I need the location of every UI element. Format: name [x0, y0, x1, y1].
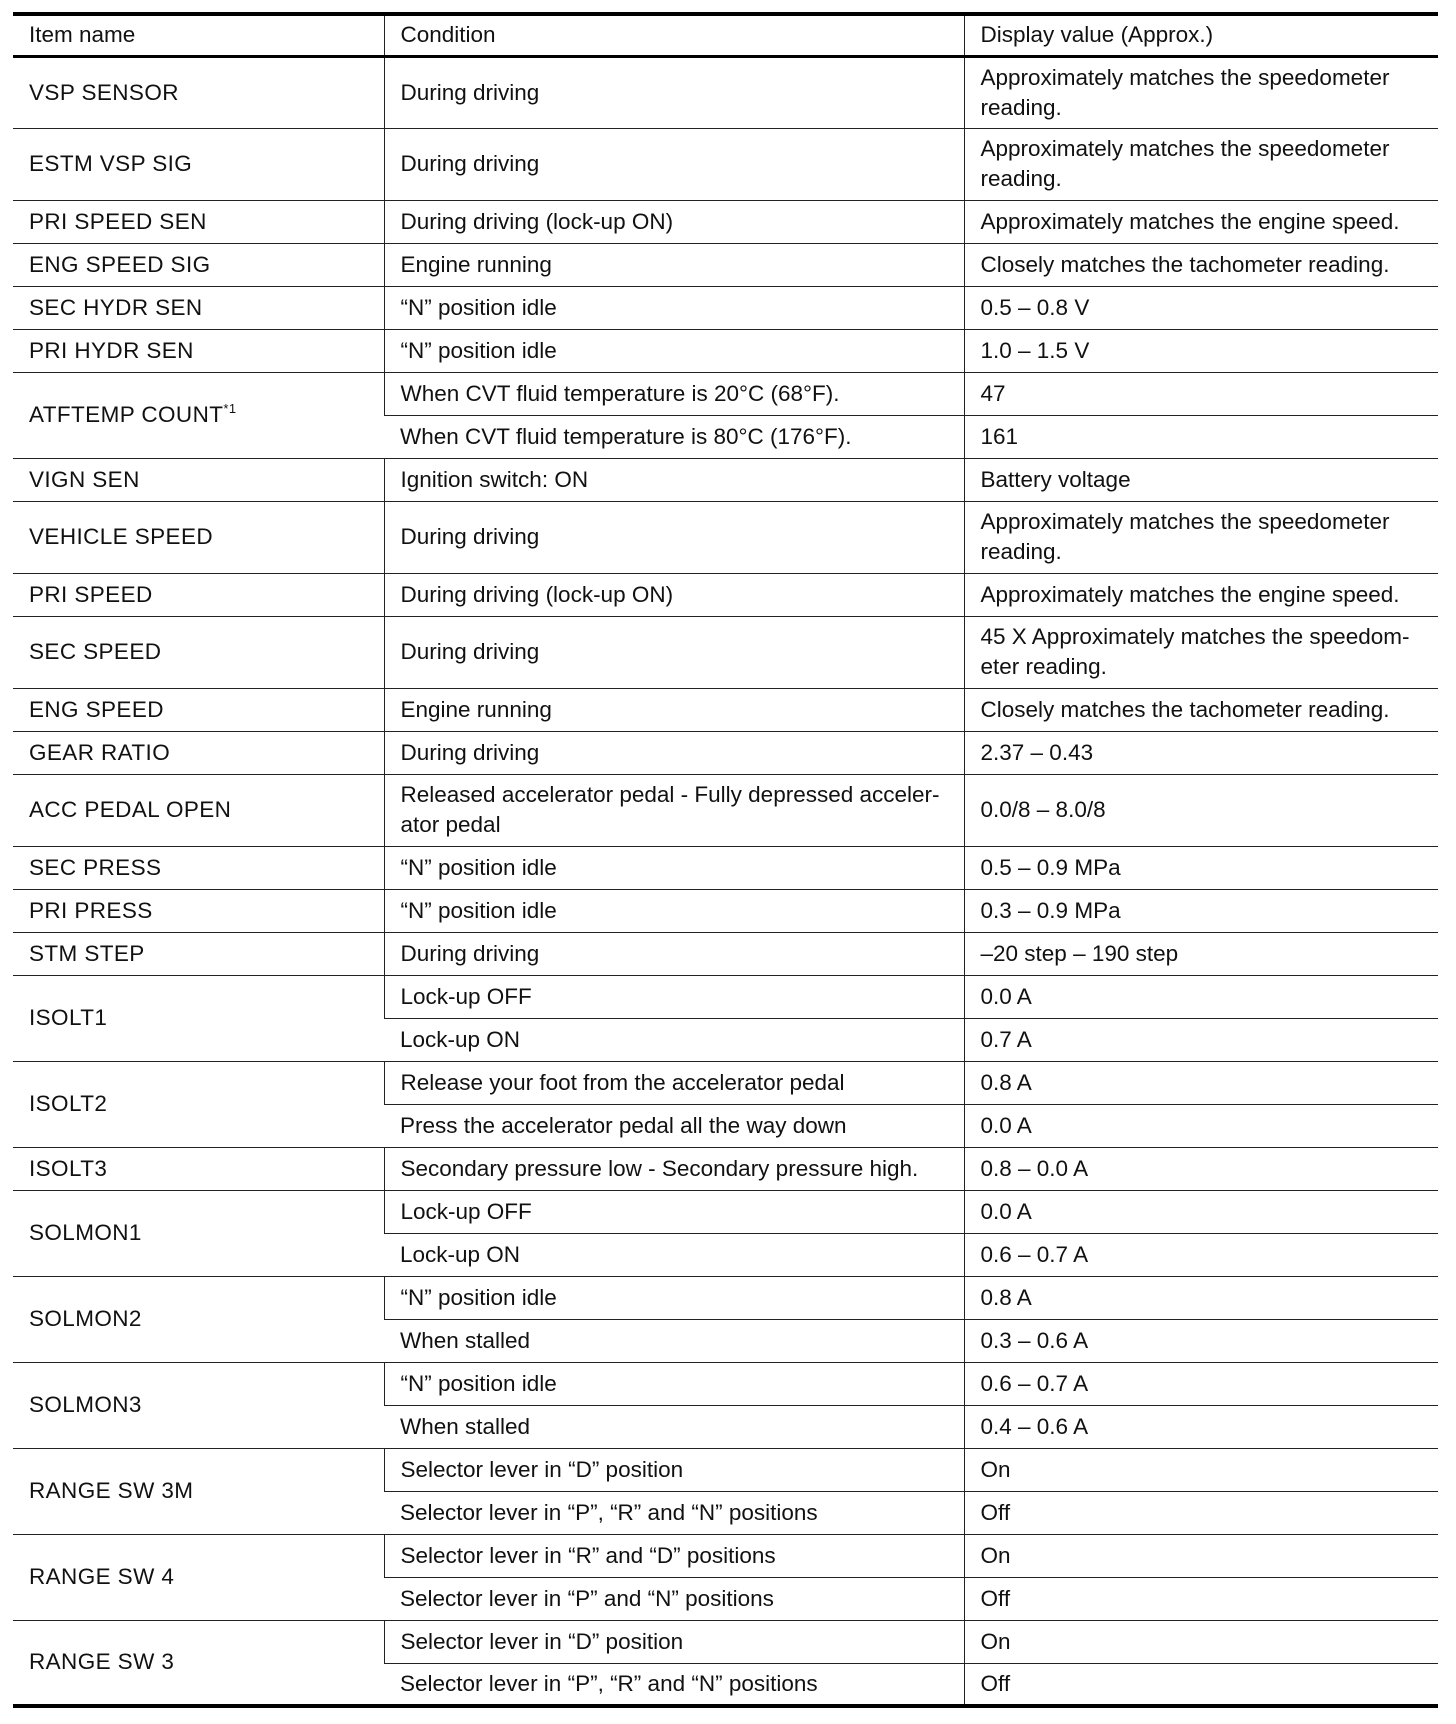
condition-cell: When CVT fluid temperature is 20°C (68°F). — [384, 372, 964, 415]
display-value-cell: Off — [964, 1577, 1438, 1620]
condition-cell: Lock-up OFF — [384, 1190, 964, 1233]
table-row — [13, 1362, 1438, 1405]
item-name-cell — [13, 1061, 384, 1147]
condition-cell: Released accelerator pedal - Fully depressed acceler- ator pedal — [384, 774, 964, 846]
display-value-cell: 2.37 – 0.43 — [964, 731, 1438, 774]
table-row — [13, 458, 1438, 501]
item-name-cell — [13, 688, 384, 731]
item-name-cell — [13, 731, 384, 774]
table-row — [13, 731, 1438, 774]
item-name: SEC SPEED — [29, 639, 162, 664]
table-row — [13, 889, 1438, 932]
item-name-cell — [13, 458, 384, 501]
condition-cell: “N” position idle — [384, 329, 964, 372]
condition-cell: “N” position idle — [384, 846, 964, 889]
item-name-cell — [13, 774, 384, 846]
display-value-cell: Off — [964, 1491, 1438, 1534]
item-name: VIGN SEN — [29, 466, 140, 492]
display-value-cell: On — [964, 1448, 1438, 1491]
display-value-cell: 0.4 – 0.6 A — [964, 1405, 1438, 1448]
item-name: SEC HYDR SEN — [29, 294, 203, 320]
item-name: ENG SPEED — [29, 696, 164, 722]
item-name-cell — [13, 616, 384, 688]
header-condition: Condition — [384, 14, 964, 56]
display-value-cell: Approximately matches the speedometer reading. — [964, 128, 1438, 200]
condition-cell: Secondary pressure low - Secondary pressure high. — [384, 1147, 964, 1190]
item-name: ENG SPEED SIG — [29, 251, 211, 277]
footnote-marker: *1 — [223, 401, 237, 416]
condition-cell: Lock-up ON — [384, 1018, 964, 1061]
table-row — [13, 932, 1438, 975]
table-row — [13, 286, 1438, 329]
display-value-cell: Approximately matches the engine speed. — [964, 573, 1438, 616]
condition-cell: During driving — [384, 128, 964, 200]
condition-cell: “N” position idle — [384, 889, 964, 932]
table-body — [13, 56, 1438, 1706]
item-name: STM STEP — [29, 940, 145, 966]
display-value-cell: 0.8 – 0.0 A — [964, 1147, 1438, 1190]
item-name: VEHICLE SPEED — [29, 524, 214, 549]
condition-cell: “N” position idle — [384, 286, 964, 329]
table-row — [13, 1620, 1438, 1663]
item-name: ISOLT1 — [29, 1005, 108, 1030]
display-value-cell: –20 step – 190 step — [964, 932, 1438, 975]
table-row — [13, 243, 1438, 286]
header-item-name: Item name — [13, 14, 384, 56]
display-value-cell: 0.0 A — [964, 975, 1438, 1018]
display-value-cell: 45 X Approximately matches the speedom- eter reading. — [964, 616, 1438, 688]
condition-cell: “N” position idle — [384, 1362, 964, 1405]
display-value-cell: Battery voltage — [964, 458, 1438, 501]
display-value-cell: 0.7 A — [964, 1018, 1438, 1061]
condition-cell: Selector lever in “P”, “R” and “N” positions — [384, 1663, 964, 1706]
display-value-cell: 0.5 – 0.8 V — [964, 286, 1438, 329]
table-row — [13, 688, 1438, 731]
item-name-cell — [13, 200, 384, 243]
display-value-cell: On — [964, 1620, 1438, 1663]
display-value-cell: 0.0 A — [964, 1104, 1438, 1147]
condition-cell: During driving (lock-up ON) — [384, 573, 964, 616]
display-value-cell: Approximately matches the engine speed. — [964, 200, 1438, 243]
condition-cell: When CVT fluid temperature is 80°C (176°F). — [384, 415, 964, 458]
table-row — [13, 1061, 1438, 1104]
item-name-cell — [13, 128, 384, 200]
table-row — [13, 501, 1438, 573]
item-name-cell — [13, 1147, 384, 1190]
item-name: PRI SPEED — [29, 581, 153, 607]
condition-cell: Lock-up OFF — [384, 975, 964, 1018]
table-row — [13, 1147, 1438, 1190]
table-row — [13, 975, 1438, 1018]
display-value-cell: 161 — [964, 415, 1438, 458]
condition-cell: Engine running — [384, 688, 964, 731]
item-name: PRI SPEED SEN — [29, 208, 207, 234]
display-value-cell: 0.3 – 0.9 MPa — [964, 889, 1438, 932]
header-display-value: Display value (Approx.) — [964, 14, 1438, 56]
item-name: RANGE SW 3 — [29, 1649, 175, 1675]
item-name: GEAR RATIO — [29, 739, 171, 765]
display-value-cell: On — [964, 1534, 1438, 1577]
condition-cell: During driving — [384, 616, 964, 688]
item-name: PRI HYDR SEN — [29, 337, 194, 363]
table-row — [13, 846, 1438, 889]
condition-cell: Selector lever in “D” position — [384, 1620, 964, 1663]
condition-cell: Release your foot from the accelerator pedal — [384, 1061, 964, 1104]
table-row — [13, 200, 1438, 243]
condition-cell: When stalled — [384, 1319, 964, 1362]
item-name: PRI PRESS — [29, 897, 153, 923]
table-row — [13, 1448, 1438, 1491]
item-name-cell — [13, 975, 384, 1061]
item-name-cell — [13, 1620, 384, 1706]
condition-cell: Engine running — [384, 243, 964, 286]
condition-cell: Selector lever in “D” position — [384, 1448, 964, 1491]
display-value-cell: 0.6 – 0.7 A — [964, 1233, 1438, 1276]
condition-cell: Selector lever in “R” and “D” positions — [384, 1534, 964, 1577]
table-row — [13, 56, 1438, 128]
item-name: ESTM VSP SIG — [29, 151, 193, 176]
table-row — [13, 774, 1438, 846]
item-name-cell — [13, 1276, 384, 1362]
item-name-cell — [13, 932, 384, 975]
display-value-cell: 47 — [964, 372, 1438, 415]
item-name-cell — [13, 846, 384, 889]
item-name: SOLMON3 — [29, 1392, 142, 1417]
item-name-cell — [13, 56, 384, 128]
table-row — [13, 1190, 1438, 1233]
display-value-cell: 0.5 – 0.9 MPa — [964, 846, 1438, 889]
item-name-cell — [13, 329, 384, 372]
display-value-cell: Approximately matches the speedometer reading. — [964, 501, 1438, 573]
item-name: ACC PEDAL OPEN — [29, 797, 232, 822]
table-row — [13, 1534, 1438, 1577]
item-name-cell — [13, 1448, 384, 1534]
condition-cell: Selector lever in “P”, “R” and “N” positions — [384, 1491, 964, 1534]
condition-cell: During driving — [384, 932, 964, 975]
table-row — [13, 329, 1438, 372]
display-value-cell: 0.0/8 – 8.0/8 — [964, 774, 1438, 846]
item-name-cell — [13, 1534, 384, 1620]
display-value-cell: Approximately matches the speedometer reading. — [964, 56, 1438, 128]
display-value-cell: 0.6 – 0.7 A — [964, 1362, 1438, 1405]
table-row — [13, 128, 1438, 200]
item-name-cell — [13, 372, 384, 458]
table-row — [13, 616, 1438, 688]
item-name: RANGE SW 3M — [29, 1478, 194, 1503]
condition-cell: During driving (lock-up ON) — [384, 200, 964, 243]
condition-cell: Press the accelerator pedal all the way down — [384, 1104, 964, 1147]
table-row — [13, 1276, 1438, 1319]
table-row — [13, 573, 1438, 616]
table-row — [13, 372, 1438, 415]
display-value-cell: 0.8 A — [964, 1061, 1438, 1104]
data-monitor-table — [13, 12, 1438, 1708]
display-value-cell: 1.0 – 1.5 V — [964, 329, 1438, 372]
display-value-cell: Closely matches the tachometer reading. — [964, 243, 1438, 286]
display-value-cell: Off — [964, 1663, 1438, 1706]
item-name: SOLMON2 — [29, 1306, 142, 1331]
item-name-cell — [13, 573, 384, 616]
item-name: ISOLT3 — [29, 1155, 108, 1181]
item-name-cell — [13, 286, 384, 329]
item-name: ISOLT2 — [29, 1091, 108, 1116]
item-name-cell — [13, 1362, 384, 1448]
condition-cell: During driving — [384, 56, 964, 128]
item-name: SOLMON1 — [29, 1220, 142, 1245]
item-name-cell — [13, 243, 384, 286]
condition-cell: Selector lever in “P” and “N” positions — [384, 1577, 964, 1620]
item-name: ATFTEMP COUNT — [29, 402, 224, 427]
item-name-cell — [13, 501, 384, 573]
condition-cell: During driving — [384, 501, 964, 573]
condition-cell: Ignition switch: ON — [384, 458, 964, 501]
item-name-cell — [13, 1190, 384, 1276]
condition-cell: “N” position idle — [384, 1276, 964, 1319]
item-name: VSP SENSOR — [29, 79, 179, 105]
item-name: RANGE SW 4 — [29, 1564, 175, 1589]
item-name-cell — [13, 889, 384, 932]
display-value-cell: 0.8 A — [964, 1276, 1438, 1319]
display-value-cell: 0.0 A — [964, 1190, 1438, 1233]
display-value-cell: Closely matches the tachometer reading. — [964, 688, 1438, 731]
header-row — [13, 14, 1438, 56]
condition-cell: When stalled — [384, 1405, 964, 1448]
condition-cell: During driving — [384, 731, 964, 774]
display-value-cell: 0.3 – 0.6 A — [964, 1319, 1438, 1362]
condition-cell: Lock-up ON — [384, 1233, 964, 1276]
item-name: SEC PRESS — [29, 854, 162, 880]
